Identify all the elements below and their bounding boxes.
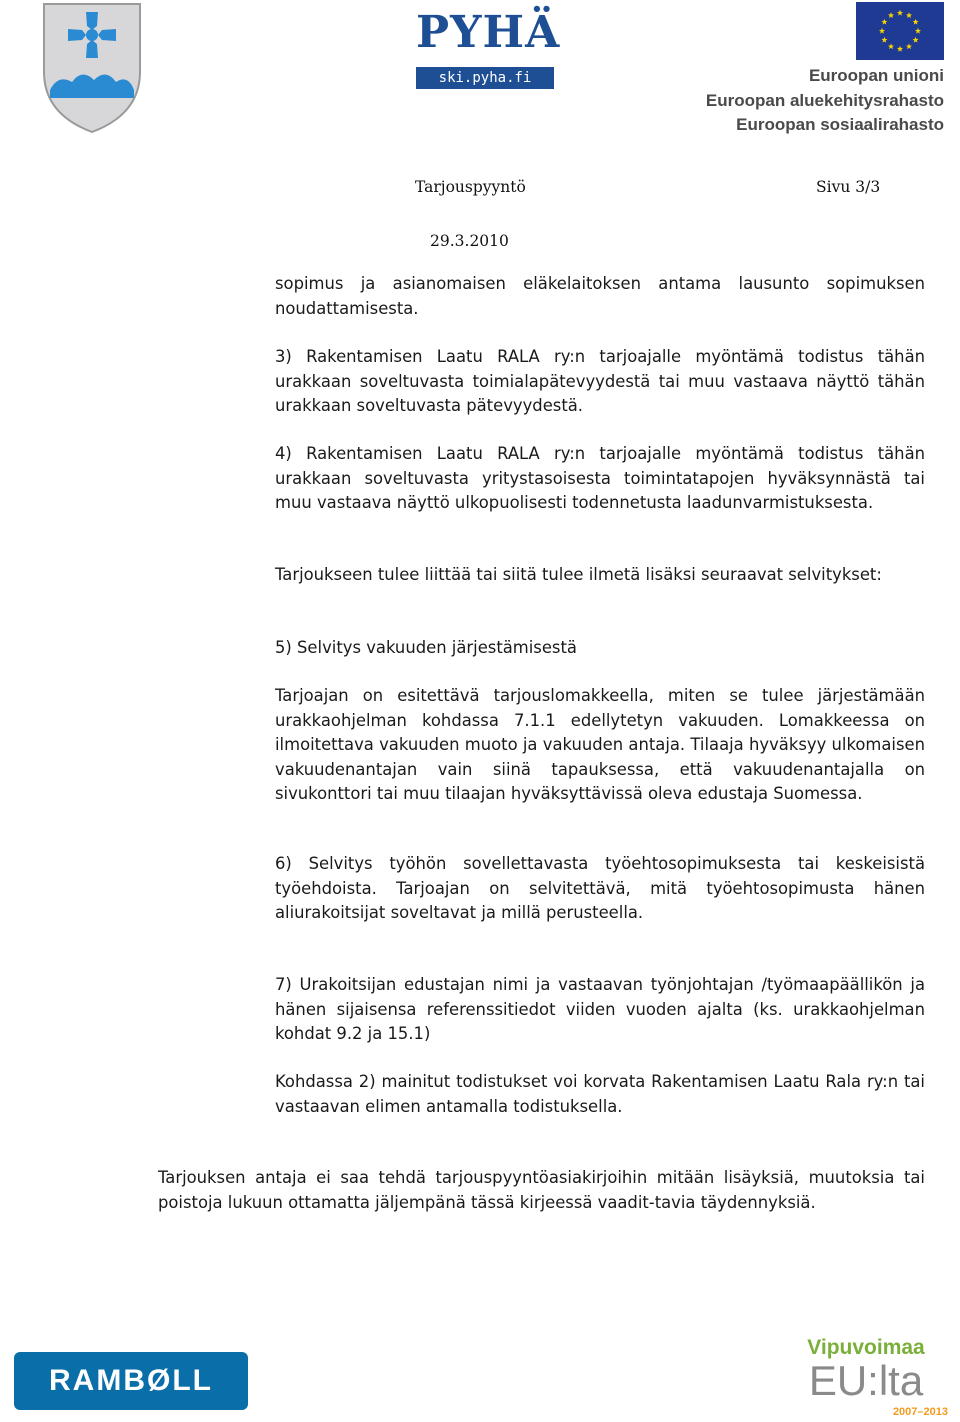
paragraph-continuation: sopimus ja asianomaisen eläkelaitoksen antama lausunto sopimuksen noudattamisesta. [275,274,925,318]
ramboll-logo-text: RAMBØLL [49,1364,213,1397]
eu-social-fund-label: Euroopan sosiaalirahasto [736,115,944,134]
eu-star-icon [897,10,903,16]
eu-star-icon [888,12,894,18]
vipuvoimaa-years: 2007–2013 [892,1406,948,1418]
eu-star-icon [913,37,919,43]
page-number: Sivu 3/3 [816,178,881,196]
heading-item-5: 5) Selvitys vakuuden järjestämisestä [275,638,577,657]
pyha-logo [416,5,561,93]
vipuvoimaa-logo [778,1336,954,1420]
eu-star-icon [915,28,921,34]
eu-star-icon [897,46,903,52]
eu-star-icon [906,12,912,18]
vipuvoimaa-title: Vipuvoimaa [807,1336,925,1359]
paragraph-item-4: 4) Rakentamisen Laatu RALA ry:n tarjoajalle myöntämä todistus tähän urakkaan soveltuvasta yritystasoisesta toimintatapojen hyväksynnästä tai muu vastaava näyttö ulkopuolisesti todennetusta laadunvarmistuksesta. [275,444,925,512]
eu-star-icon [881,19,887,25]
eu-star-icon [913,19,919,25]
eu-union-label: Euroopan unioni [808,66,944,85]
pyha-brand-text: PYHÄ [416,7,561,58]
paragraph-item-6: 6) Selvitys työhön sovellettavasta työehtosopimuksesta tai keskeisistä työehdoista. Tarjoajan on selvitettävä, mitä työehtosopimusta hänen aliurakoitsijat soveltavat ja millä perusteella. [275,854,925,922]
paragraph-intro-additional: Tarjoukseen tulee liittää tai siitä tulee ilmetä lisäksi seuraavat selvitykset: [275,565,882,584]
paragraph-item-3: 3) Rakentamisen Laatu RALA ry:n tarjoajalle myöntämä todistus tähän urakkaan soveltuvasta toimialapätevyydestä tai muu vastaava näyttö tähän urakkaan soveltuvasta pätevyydestä. [275,347,925,415]
vipuvoimaa-subtitle: EU:lta [808,1357,924,1404]
paragraph-item-7: 7) Urakoitsijan edustajan nimi ja vastaavan työnjohtajan /työmaapäällikön ja hänen sijaisensa referenssitiedot viiden vuoden ajalta (ks. urakkaohjelman kohdat 9.2 ja 15.1) [275,975,925,1043]
pyha-url-text: ski.pyha.fi [416,67,554,89]
eu-star-icon [906,43,912,49]
paragraph-guarantee: Tarjoajan on esitettävä tarjouslomakkeella, miten se tulee järjestämään urakkaohjelman kohdassa 7.1.1 edellytetyn vakuuden. Lomakkeessa on ilmoitettava vakuuden muoto ja vakuuden antaja. Tilaaja hyväksyy ulkomaisen vakuudenantajan vain siinä tapauksessa, että vakuudenantajalla on sivukonttori tai muu tilaajan hyväksyttävissä oleva edustaja Suomessa. [275,686,925,803]
eu-star-icon [881,37,887,43]
document-title: Tarjouspyyntö [415,178,526,196]
eu-flag-icon [856,2,944,60]
coat-of-arms-icon [42,2,142,134]
ramboll-logo [14,1352,248,1410]
eu-star-icon [888,43,894,49]
eu-star-icon [879,28,885,34]
paragraph-no-changes: Tarjouksen antaja ei saa tehdä tarjouspyyntöasiakirjoihin mitään lisäyksiä, muutoksia tai poistoja lukuun ottamatta jäljempänä tässä kirjeessä vaadit-tavia täydennyksiä. [158,1168,925,1212]
document-date: 29.3.2010 [430,232,509,250]
paragraph-certificates: Kohdassa 2) mainitut todistukset voi korvata Rakentamisen Laatu Rala ry:n tai vastaavan elimen antamalla todistuksella. [275,1072,925,1116]
eu-regional-fund-label: Euroopan aluekehitysrahasto [705,91,944,110]
